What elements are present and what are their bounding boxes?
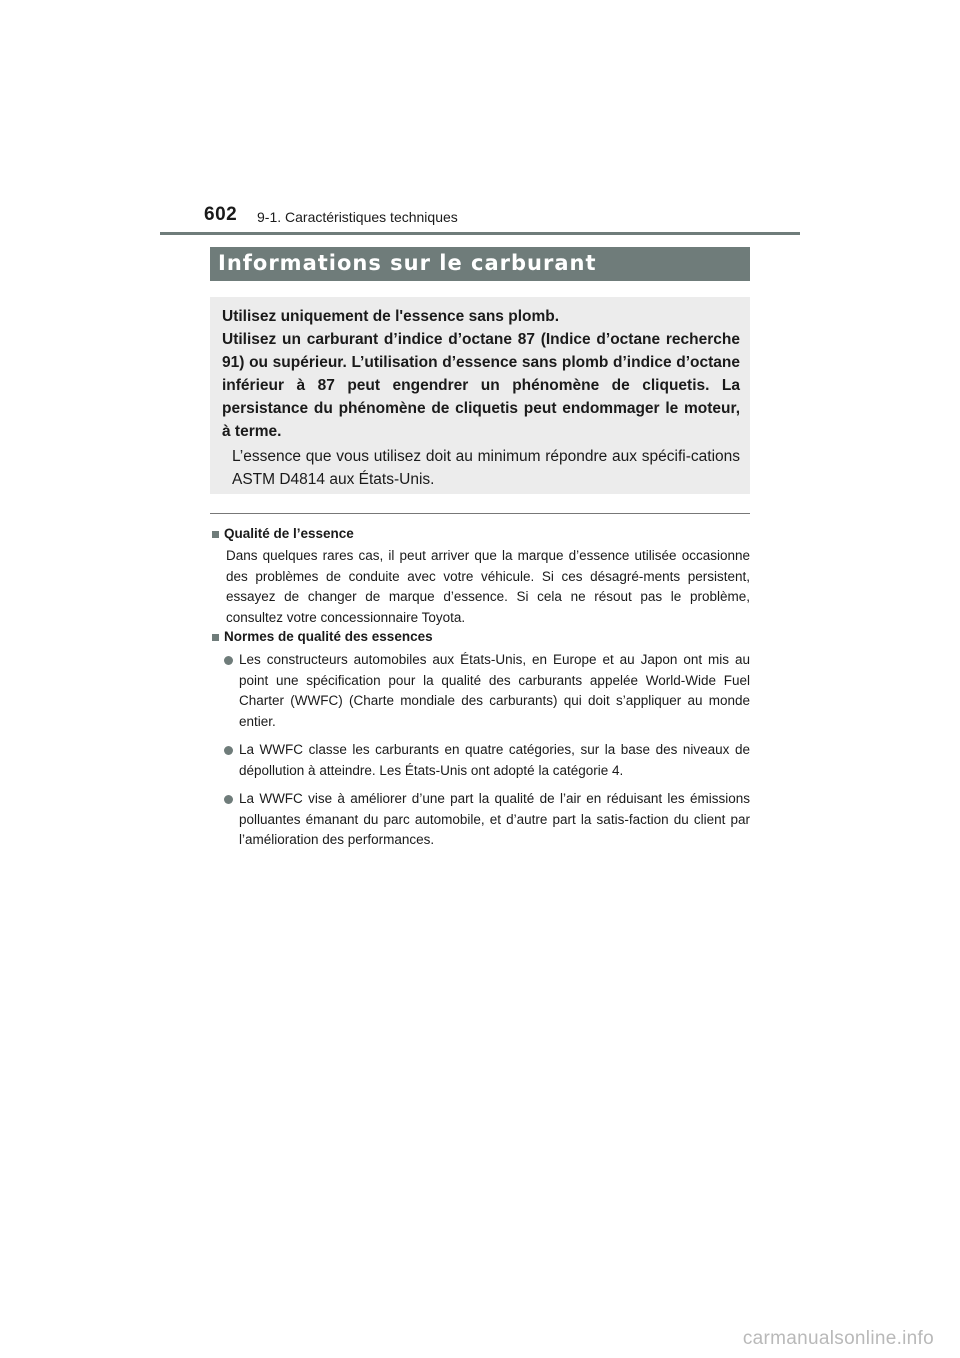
subsection-paragraph: Dans quelques rares cas, il peut arriver que la marque d’essence utilisée occasionne des problèmes de conduite avec votre véhicule. Si ces désagré-ments persistent, essayez de changer de marque d’essence. Si cela ne résout pas le problème, consultez votre concessionnaire Toyota. xyxy=(226,548,750,625)
info-box xyxy=(210,297,750,494)
bullet-dot-icon xyxy=(224,746,233,755)
info-box-warning xyxy=(222,305,740,443)
section-label: 9-1. Caractéristiques techniques xyxy=(257,209,458,225)
info-line: Utilisez uniquement de l'essence sans plomb. xyxy=(222,308,560,325)
list-item-text: La WWFC vise à améliorer d’une part la qualité de l’air en réduisant les émissions polluantes émanant du parc automobile, et d’autre part la satis-faction du client par l’amélioration des performances. xyxy=(239,791,750,847)
subsection-heading xyxy=(212,525,752,543)
square-icon xyxy=(212,634,219,641)
list-item-text: Les constructeurs automobiles aux États-Unis, en Europe et au Japon ont mis au point une spécification pour la qualité des carburants appelée World-Wide Fuel Charter (WWFC) (Charte mondiale des carburants) qui doit s’appliquer au monde entier. xyxy=(239,652,750,729)
bullet-dot-icon xyxy=(224,795,233,804)
square-icon xyxy=(212,531,219,538)
list-item-text: La WWFC classe les carburants en quatre catégories, sur la base des niveaux de dépollution à atteindre. Les États-Unis ont adopté la catégorie 4. xyxy=(239,742,750,778)
subsection-heading xyxy=(212,628,752,646)
section-divider xyxy=(210,513,750,514)
title-bar xyxy=(210,247,750,281)
subsection-heading-text: Normes de qualité des essences xyxy=(224,629,433,644)
info-box-note: L’essence que vous utilisez doit au minimum répondre aux spécifi-cations ASTM D4814 aux États-Unis. xyxy=(232,448,740,488)
subsection-quality-standards xyxy=(212,628,752,851)
list-item xyxy=(224,740,750,781)
page-title: Informations sur le carburant xyxy=(218,251,597,275)
bullet-dot-icon xyxy=(224,656,233,665)
subsection-heading-text: Qualité de l’essence xyxy=(224,526,354,541)
header-divider xyxy=(160,232,800,235)
list-item xyxy=(224,789,750,851)
page-number: 602 xyxy=(204,204,238,225)
watermark: carmanualsonline.info xyxy=(742,1328,934,1349)
list-item xyxy=(224,650,750,732)
info-line: Utilisez un carburant d’indice d’octane 87 (Indice d’octane recherche 91) ou supérieur. L’utilisation d’essence sans plomb d’indice d’octane inférieur à 87 peut engendrer un phénomène de cliquetis. La persistance du phénomène de cliquetis peut endommager le moteur, à terme. xyxy=(222,331,740,440)
subsection-fuel-quality xyxy=(212,525,752,628)
